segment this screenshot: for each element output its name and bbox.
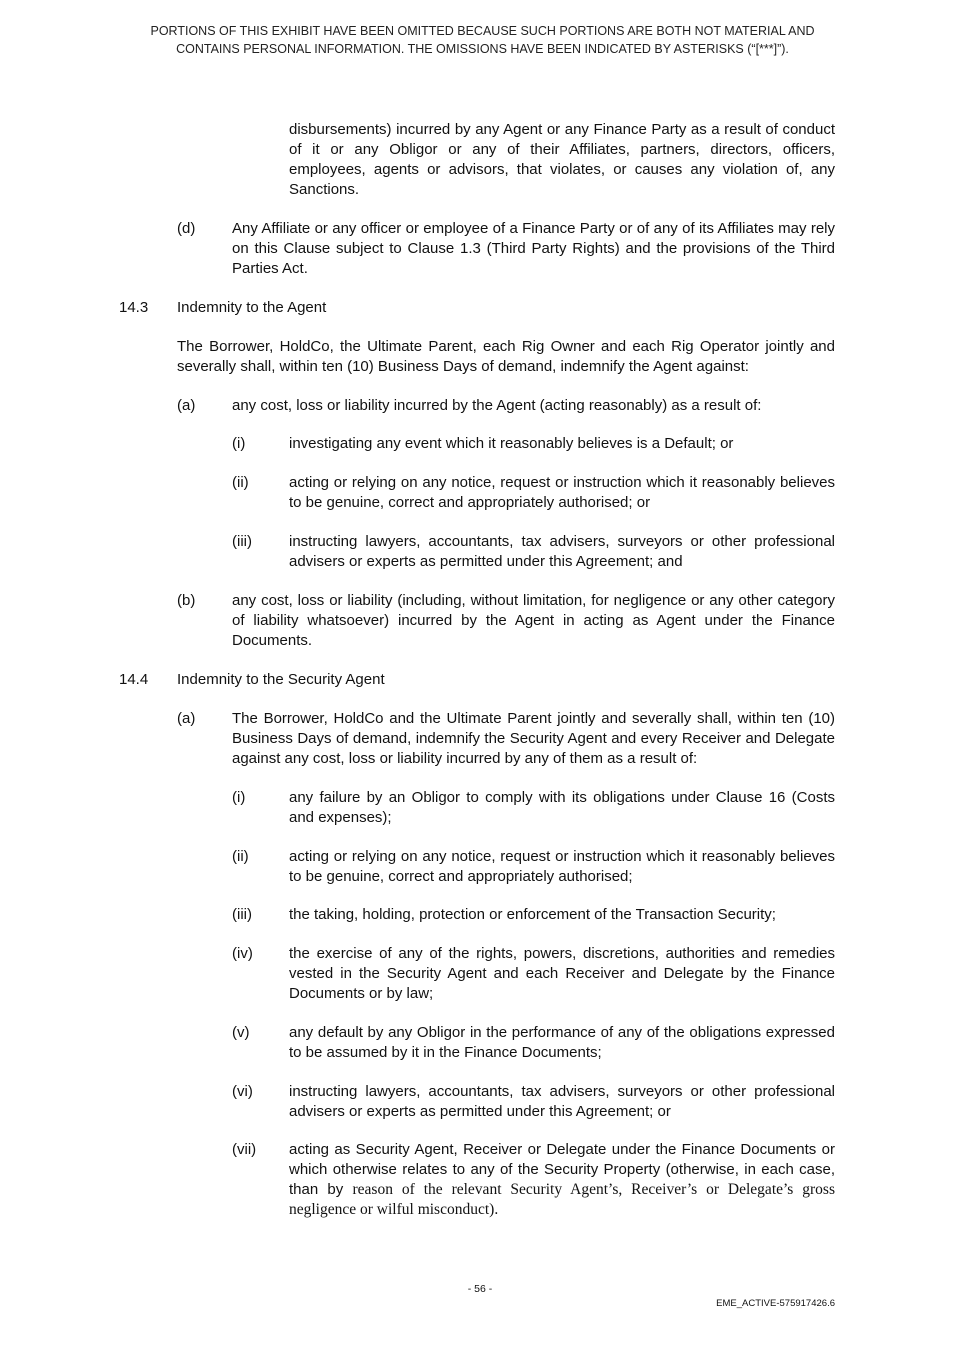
- s144-iv-label: (iv): [232, 945, 253, 962]
- section-14-3-title: Indemnity to the Agent: [177, 299, 327, 316]
- s143-a-i-label: (i): [232, 435, 246, 452]
- s144-vi-label: (vi): [232, 1083, 253, 1100]
- s144-vii-text: [289, 1140, 835, 1220]
- s144-v-text: any default by any Obligor in the performance of any of the obligations expressed to be assumed by it in the Finance Documents;: [289, 1024, 835, 1061]
- s144-vii-label: (vii): [232, 1141, 257, 1158]
- s144-iii-label: (iii): [232, 906, 252, 923]
- section-14-4-number: 14.4: [119, 671, 149, 688]
- s144-i-label: (i): [232, 789, 246, 806]
- s144-ii-text: acting or relying on any notice, request or instruction which it reasonably believes to be genuine, correct and appropriately authorised;: [289, 848, 835, 885]
- s144-iii-text: the taking, holding, protection or enforcement of the Transaction Security;: [289, 906, 776, 923]
- document-reference: EME_ACTIVE-575917426.6: [716, 1298, 835, 1309]
- s143-a-ii-label: (ii): [232, 474, 249, 491]
- section-14-3-number: 14.3: [119, 299, 149, 316]
- s144-ii-label: (ii): [232, 848, 249, 865]
- header-line-1: PORTIONS OF THIS EXHIBIT HAVE BEEN OMITTED BECAUSE SUCH PORTIONS ARE BOTH NOT MATERIAL AND: [150, 24, 815, 38]
- s144-vii-text-part2: reason of the relevant Security Agent’s, Receiver’s or Delegate’s gross negligence or wilful misconduct).: [289, 1181, 835, 1218]
- clause-d-text: Any Affiliate or any officer or employee of a Finance Party or of any of its Affiliates may rely on this Clause subject to Clause 1.3 (Third Party Rights) and the provisions of the Third Parties Act.: [232, 220, 835, 277]
- section-14-4-title: Indemnity to the Security Agent: [177, 671, 385, 688]
- s143-b-text: any cost, loss or liability (including, without limitation, for negligence or any other category of liability whatsoever) incurred by the Agent in acting as Agent under the Finance Documents.: [232, 592, 835, 649]
- s144-iv-text: the exercise of any of the rights, powers, discretions, authorities and remedies vested in the Security Agent and each Receiver and Delegate by the Finance Documents or by law;: [289, 945, 835, 1002]
- s144-vi-text: instructing lawyers, accountants, tax advisers, surveyors or other professional advisers or experts as permitted under this Agreement; or: [289, 1083, 835, 1120]
- header-line-2: CONTAINS PERSONAL INFORMATION. THE OMISSIONS HAVE BEEN INDICATED BY ASTERISKS (“[***]”).: [176, 42, 789, 56]
- s144-vii-text-part1: acting as Security Agent, Receiver or Delegate under the Finance Documents or which otherwise relates to any of the Security Property (otherwise, in each case, than by: [289, 1141, 835, 1198]
- s144-v-label: (v): [232, 1024, 250, 1041]
- s144-i-text: any failure by an Obligor to comply with its obligations under Clause 16 (Costs and expenses);: [289, 789, 835, 826]
- s143-a-i-text: investigating any event which it reasonably believes is a Default; or: [289, 435, 734, 452]
- s144-a-text: The Borrower, HoldCo and the Ultimate Parent jointly and severally shall, within ten (10) Business Days of demand, indemnify the Security Agent and every Receiver and Delegate against any cost, loss or liability incurred by any of them as a result of:: [232, 710, 835, 767]
- s143-a-label: (a): [177, 397, 196, 414]
- clause-d-label: (d): [177, 220, 196, 237]
- section-14-3-intro: The Borrower, HoldCo, the Ultimate Parent, each Rig Owner and each Rig Operator jointly and severally shall, within ten (10) Business Days of demand, indemnify the Agent against:: [177, 338, 835, 375]
- s144-a-label: (a): [177, 710, 196, 727]
- continuation-paragraph: disbursements) incurred by any Agent or any Finance Party as a result of conduct of it or any Obligor or any of their Affiliates, partners, directors, officers, employees, agents or advisors, that violates, or causes any violation of, any Sanctions.: [289, 121, 835, 198]
- confidentiality-header: [100, 22, 865, 58]
- s143-a-ii-text: acting or relying on any notice, request or instruction which it reasonably believes to be genuine, correct and appropriately authorised; or: [289, 474, 835, 511]
- s143-a-iii-label: (iii): [232, 533, 252, 550]
- s143-b-label: (b): [177, 592, 196, 609]
- s143-a-text: any cost, loss or liability incurred by the Agent (acting reasonably) as a result of:: [232, 397, 762, 414]
- s143-a-iii-text: instructing lawyers, accountants, tax advisers, surveyors or other professional advisers or experts as permitted under this Agreement; and: [289, 533, 835, 570]
- page-number: - 56 -: [467, 1283, 493, 1295]
